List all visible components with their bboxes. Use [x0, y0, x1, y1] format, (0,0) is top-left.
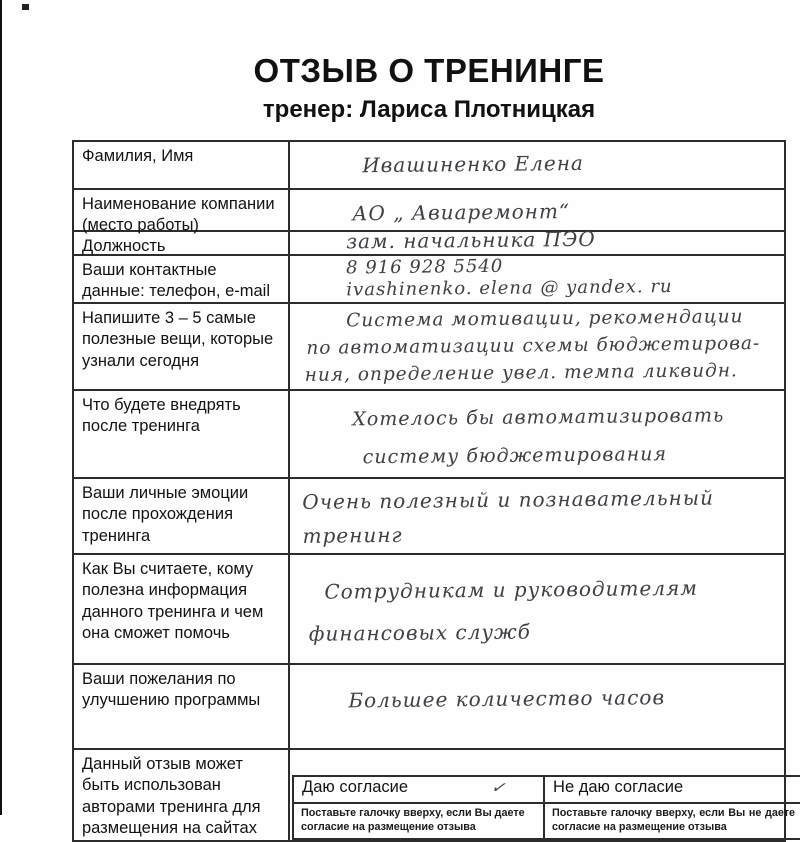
answer-emotions — [289, 478, 785, 554]
handwritten-audience-line1: Сотрудникам и руководителям — [324, 575, 699, 604]
answer-consent — [289, 749, 796, 841]
field-label-position: Должность — [73, 231, 289, 255]
field-label-audience: Как Вы считаете, кому полезна информация данного тренинга и чем она сможет помочь — [73, 554, 289, 664]
table-row-contacts — [73, 255, 785, 303]
handwritten-useful-line1: Система мотивации, рекомендации — [346, 306, 744, 332]
answer-wishes — [289, 664, 785, 749]
scan-dot-artifact — [22, 4, 29, 10]
field-label-useful-things: Напишите 3 – 5 самые полезные вещи, которые узнали сегодня — [73, 303, 289, 390]
field-label-name: Фамилия, Имя — [73, 141, 289, 189]
consent-give-label: Даю согласие — [302, 778, 409, 796]
answer-name — [289, 141, 785, 189]
handwritten-company: АО „ Авиаремонт“ — [352, 199, 571, 226]
consent-give-cell — [293, 776, 544, 803]
table-row-emotions — [73, 478, 785, 554]
handwritten-wishes: Большее количество часов — [348, 685, 666, 713]
consent-give-note: Поставьте галочку вверху, если Вы даете согласие на размещение отзыва — [293, 803, 544, 839]
table-row-company — [73, 189, 785, 231]
answer-audience — [289, 554, 785, 664]
table-row-audience — [73, 554, 785, 664]
handwritten-email: ivashinenko. elena @ yandex. ru — [346, 275, 673, 301]
handwritten-name: Ивашиненко Елена — [362, 150, 585, 178]
document-page — [72, 0, 796, 842]
checkmark-icon: ✓ — [489, 777, 507, 799]
consent-deny-cell — [544, 776, 800, 803]
consent-deny-label: Не даю согласие — [553, 778, 684, 796]
table-row-implement — [73, 390, 785, 478]
field-label-consent: Данный отзыв может быть использован авторами тренинга для размещения на сайтах — [73, 749, 289, 841]
table-row-wishes — [73, 664, 785, 749]
consent-table — [292, 775, 800, 840]
table-row-consent — [73, 749, 785, 841]
handwritten-audience-line2: финансовых служб — [308, 619, 532, 646]
handwritten-emotions-line2: тренинг — [302, 522, 403, 548]
table-row-useful-things — [73, 303, 785, 390]
handwritten-position: зам. начальника ПЭО — [346, 226, 596, 254]
scan-edge-artifact — [0, 0, 2, 815]
field-label-contacts: Ваши контактные данные: телефон, e-mail — [73, 255, 289, 303]
feedback-form-table — [72, 140, 796, 842]
page-subtitle: тренер: Лариса Плотницкая — [262, 96, 596, 123]
table-row-name — [73, 141, 785, 189]
handwritten-useful-line2: по автоматизации схемы бюджетирова- — [306, 333, 761, 359]
handwritten-useful-line3: ния, определение увел. темпа ликвидн. — [304, 360, 739, 386]
answer-implement — [289, 390, 785, 478]
handwritten-implement-line2: систему бюджетирования — [362, 443, 668, 469]
page-title: ОТЗЫВ О ТРЕНИНГЕ — [253, 52, 605, 89]
field-label-wishes: Ваши пожелания по улучшению программы — [73, 664, 289, 749]
consent-deny-note: Поставьте галочку вверху, если Вы не даете согласие на размещение отзыва — [544, 803, 800, 839]
field-label-implement: Что будете внедрять после тренинга — [73, 390, 289, 478]
answer-useful-things — [289, 303, 785, 390]
handwritten-phone: 8 916 928 5540 — [346, 255, 504, 279]
field-label-emotions: Ваши личные эмоции после прохождения тренинга — [73, 478, 289, 554]
handwritten-implement-line1: Хотелось бы автоматизировать — [352, 404, 725, 431]
field-label-company: Наименование компании (место работы) — [73, 189, 289, 231]
answer-contacts — [289, 255, 785, 303]
handwritten-emotions-line1: Очень полезный и познавательный — [302, 485, 715, 514]
